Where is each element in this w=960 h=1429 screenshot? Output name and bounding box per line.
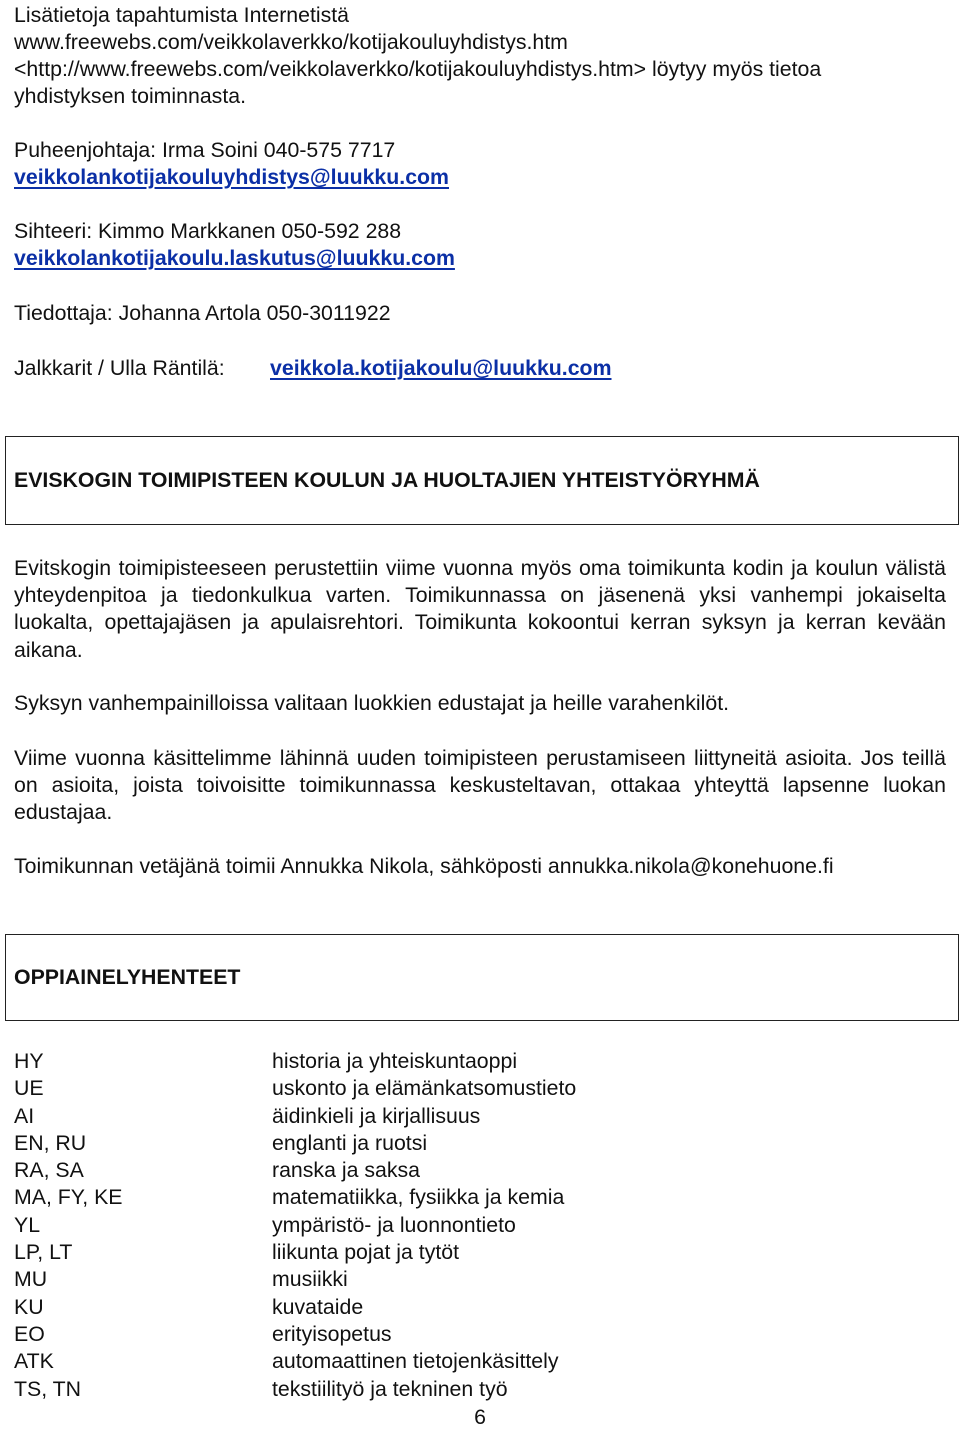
section-title-box-2	[5, 934, 959, 1021]
jalkkarit-label: Jalkkarit / Ulla Räntilä:	[14, 356, 225, 380]
abbr-name: uskonto ja elämänkatsomustieto	[272, 1076, 577, 1101]
cooperation-paragraph-1: Evitskogin toimipisteeseen perustettiin viime vuonna myös oma toimikunta kodin ja koulun välistä yhteydenpitoa ja tiedonkulkua varten. Toimikunnassa on jäsenenä yksi vanhempi jokaiselta luokalta, opettajajäsen ja apulaisrehtori. Toimikunta kokoontui kerran syksyn ja kerran kevään aikana.	[14, 556, 946, 662]
secretary-email-link[interactable]: veikkolankotijakoulu.laskutus@luukku.com	[14, 246, 455, 270]
cooperation-paragraph-4: Toimikunnan vetäjänä toimii Annukka Nikola, sähköposti annukka.nikola@konehuone.fi	[14, 854, 834, 878]
abbr-name: automaattinen tietojenkäsittely	[272, 1349, 559, 1374]
abbr-code: KU	[14, 1294, 44, 1319]
abbr-code: HY	[14, 1049, 44, 1073]
info-line-4: yhdistyksen toiminnasta.	[14, 84, 247, 108]
abbreviation-names	[272, 1048, 576, 1403]
abbr-code: EO	[14, 1321, 45, 1346]
abbr-code: EN, RU	[14, 1130, 87, 1155]
chair-contact: Puheenjohtaja: Irma Soini 040-575 7717	[14, 138, 396, 162]
abbr-name: erityisopetus	[272, 1321, 392, 1346]
abbr-name: tekstiilityö ja tekninen työ	[272, 1376, 508, 1401]
abbr-name: historia ja yhteiskuntaoppi	[272, 1049, 518, 1073]
abbr-name: musiikki	[272, 1267, 348, 1292]
abbr-name: ympäristö- ja luonnontieto	[272, 1212, 516, 1237]
abbr-code: AI	[14, 1103, 35, 1128]
informer-contact: Tiedottaja: Johanna Artola 050-3011922	[14, 301, 391, 325]
abbr-code: ATK	[14, 1349, 54, 1374]
cooperation-paragraph-2: Syksyn vanhempainilloissa valitaan luokkien edustajat ja heille varahenkilöt.	[14, 691, 730, 715]
abbr-name: ranska ja saksa	[272, 1158, 420, 1183]
abbr-code: TS, TN	[14, 1376, 82, 1401]
abbr-name: matematiikka, fysiikka ja kemia	[272, 1185, 565, 1210]
abbr-code: LP, LT	[14, 1240, 73, 1265]
section-title-abbreviations: OPPIAINELYHENTEET	[14, 965, 241, 989]
info-url[interactable]: www.freewebs.com/veikkolaverkko/kotijakouluyhdistys.htm	[14, 30, 568, 54]
abbr-code: MA, FY, KE	[14, 1185, 123, 1210]
abbr-code: MU	[14, 1267, 48, 1292]
abbr-name: äidinkieli ja kirjallisuus	[272, 1103, 481, 1128]
abbr-name: kuvataide	[272, 1294, 364, 1319]
chair-email-link[interactable]: veikkolankotijakouluyhdistys@luukku.com	[14, 165, 449, 189]
jalkkarit-email-link[interactable]: veikkola.kotijakoulu@luukku.com	[270, 356, 612, 380]
abbr-name: englanti ja ruotsi	[272, 1130, 428, 1155]
abbreviation-codes	[14, 1048, 123, 1403]
secretary-contact: Sihteeri: Kimmo Markkanen 050-592 288	[14, 219, 402, 243]
page-number: 6	[474, 1405, 486, 1429]
section-title-box	[5, 436, 959, 525]
info-line-3: <http://www.freewebs.com/veikkolaverkko/kotijakouluyhdistys.htm> löytyy myös tietoa	[14, 57, 822, 81]
abbr-name: liikunta pojat ja tytöt	[272, 1240, 460, 1265]
abbr-code: YL	[14, 1212, 41, 1237]
cooperation-paragraph-3: Viime vuonna käsittelimme lähinnä uuden toimipisteen perustamiseen liittyneitä asioita. Jos teillä on asioita, joista toivoisitte toimikunnassa keskusteltavan, ottakaa yhteyttä lapsenne luokan edustajaa.	[14, 746, 946, 825]
abbr-code: RA, SA	[14, 1158, 84, 1183]
abbr-code: UE	[14, 1076, 44, 1101]
section-title-cooperation: EVISKOGIN TOIMIPISTEEN KOULUN JA HUOLTAJIEN YHTEISTYÖRYHMÄ	[14, 468, 760, 492]
info-line-1: Lisätietoja tapahtumista Internetistä	[14, 3, 350, 27]
